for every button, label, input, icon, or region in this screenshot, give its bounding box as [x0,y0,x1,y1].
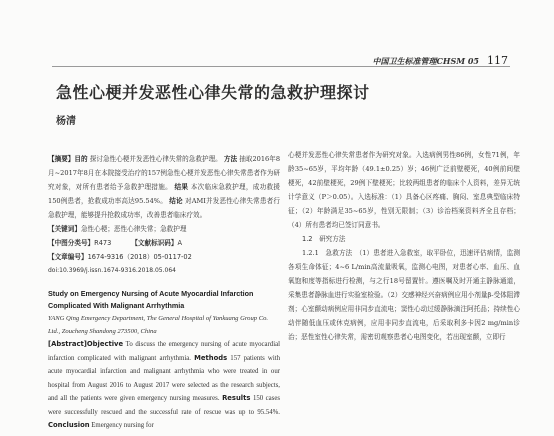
results-label: 结果 [174,183,189,191]
keywords-text: 急性心梗；恶性心律失常；急救护理 [80,225,187,233]
doi: doi:10.3969/j.issn.1674-9316.2018.05.064 [48,267,176,274]
en-results-label: Results [222,394,251,402]
en-methods-text: 157 patients with acute myocardial infarction and malignant arrhythmia who were treated in our hospital from August 2016 to August 2017 were selected as the research subjects, and all the patients were given emergency nursing measures. [48,354,280,402]
article-id-line [48,250,280,264]
en-results-text: 150 cases were successfully rescued and the successful rate of rescue was up to 95.54%. [48,395,280,416]
article-title: 急性心梗并发恶性心律失常的急救护理探讨 [56,83,370,102]
objective-label: 目的 [74,155,88,163]
doc-code-value: A [177,239,182,247]
article-id-label: 【文章编号】 [48,253,88,261]
objective-text: 探讨急性心梗并发恶性心律失常的急救护理。 [89,155,222,163]
english-title: Study on Emergency Nursing of Acute Myocardial Infarction Complicated With Malignant Arrhythmia [48,289,254,310]
article-id-entry [48,250,192,264]
keywords-label: 【关键词】 [48,225,81,233]
journal-name: 中国卫生标准管理CHSM 05 [372,56,479,66]
conclusion-text: 对AMI并发恶性心律失常患者行急救护理，能够提升抢救成功率，改善患者临床疗效。 [48,197,280,219]
en-conclusion-text: Emergency nursing for [91,422,154,429]
header-rule [52,66,510,67]
abstract-label: 【摘要】 [48,155,75,163]
en-objective-text: To discuss the emergency nursing of acute myocardial infarction complicated with malignant arrhythmia. [48,341,280,362]
body-paragraph-1: 心梗并发恶性心律失常患者作为研究对象。入选病例男性86例，女性71例，年龄35~65岁，平均年龄（49.1±0.25）岁；46例广泛前壁梗死，40例前间壁梗死，42前壁梗死，29例下壁梗死；比较两组患者的临床个人资料，差异无统计学意义（P＞0.05）。入选标准：（1）具备心区疼痛、胸闷、室息典型临床特征；（2）年龄满足35~65岁，性别无限制；（3）诊治档案资料齐全且存档；（4）所有患者均已签订同意书。 [288,151,520,229]
en-objective-label: Objective [86,340,124,348]
en-methods-label: Methods [194,353,228,362]
right-column [288,148,520,344]
classification-line [48,236,280,250]
results-text: 本次临床急救护理，成功救援150例患者，抢救成功率高达95.54%。 [48,183,281,205]
body-paragraph-2: 1.2.1 急救方法 （1）患者进入急救室，取平卧位，迅速评估病情，监测各项生命体征；4~6 L/min高流量吸氧，监测心电图，对患者心率、血压、血氧饱和度等指标进行检测，与之行18号留置针。遵医嘱及时开通主静脉通道，采集患者静脉血进行实验室检验。（2）交感神经兴奋病例应用小剂量β-受体阻滞剂；心室颤动病例应用非同步直流电；窦性心动过缓静脉滴注阿托品；持续性心动伴随低血压或休克病例，应用非同步直流电，后采取利多卡因2 mg/min诊治；恶性室性心律失常，需密切观察患者心电图变化，若出现室颤，立即行 [288,249,520,341]
keywords-zh [48,222,280,236]
article-author: 杨清 [56,116,76,127]
clc-value: R473 [94,239,112,247]
section-heading: 1.2 研究方法 [302,235,346,243]
en-conclusion-label: Conclusion [48,421,90,429]
article-id-value: 1674-9316（2018）05-0117-02 [87,253,192,261]
clc-label: 【中图分类号】 [48,239,95,247]
english-affiliation: YANG Qing Emergency Department, The General Hospital of Yankuang Group Co. Ltd., Zoucheng Shandong 273500, China [48,315,269,335]
methods-text: 抽取2016年8月~2017年8月在本院接受治疗的157例急性心梗并发恶性心律失常患者作为研究对象，对所有患者给予急救护理措施。 [48,155,281,191]
clc-entry [48,236,111,250]
conclusion-label: 结论 [169,197,183,205]
page-number: 117 [487,54,508,67]
english-abstract [48,338,280,433]
en-abstract-label: [Abstract] [48,340,87,348]
doc-code-label: 【文献标识码】 [131,239,178,247]
left-column [48,152,280,433]
doc-code-entry [131,236,182,250]
methods-label: 方法 [223,155,238,163]
abstract-zh [48,152,280,222]
